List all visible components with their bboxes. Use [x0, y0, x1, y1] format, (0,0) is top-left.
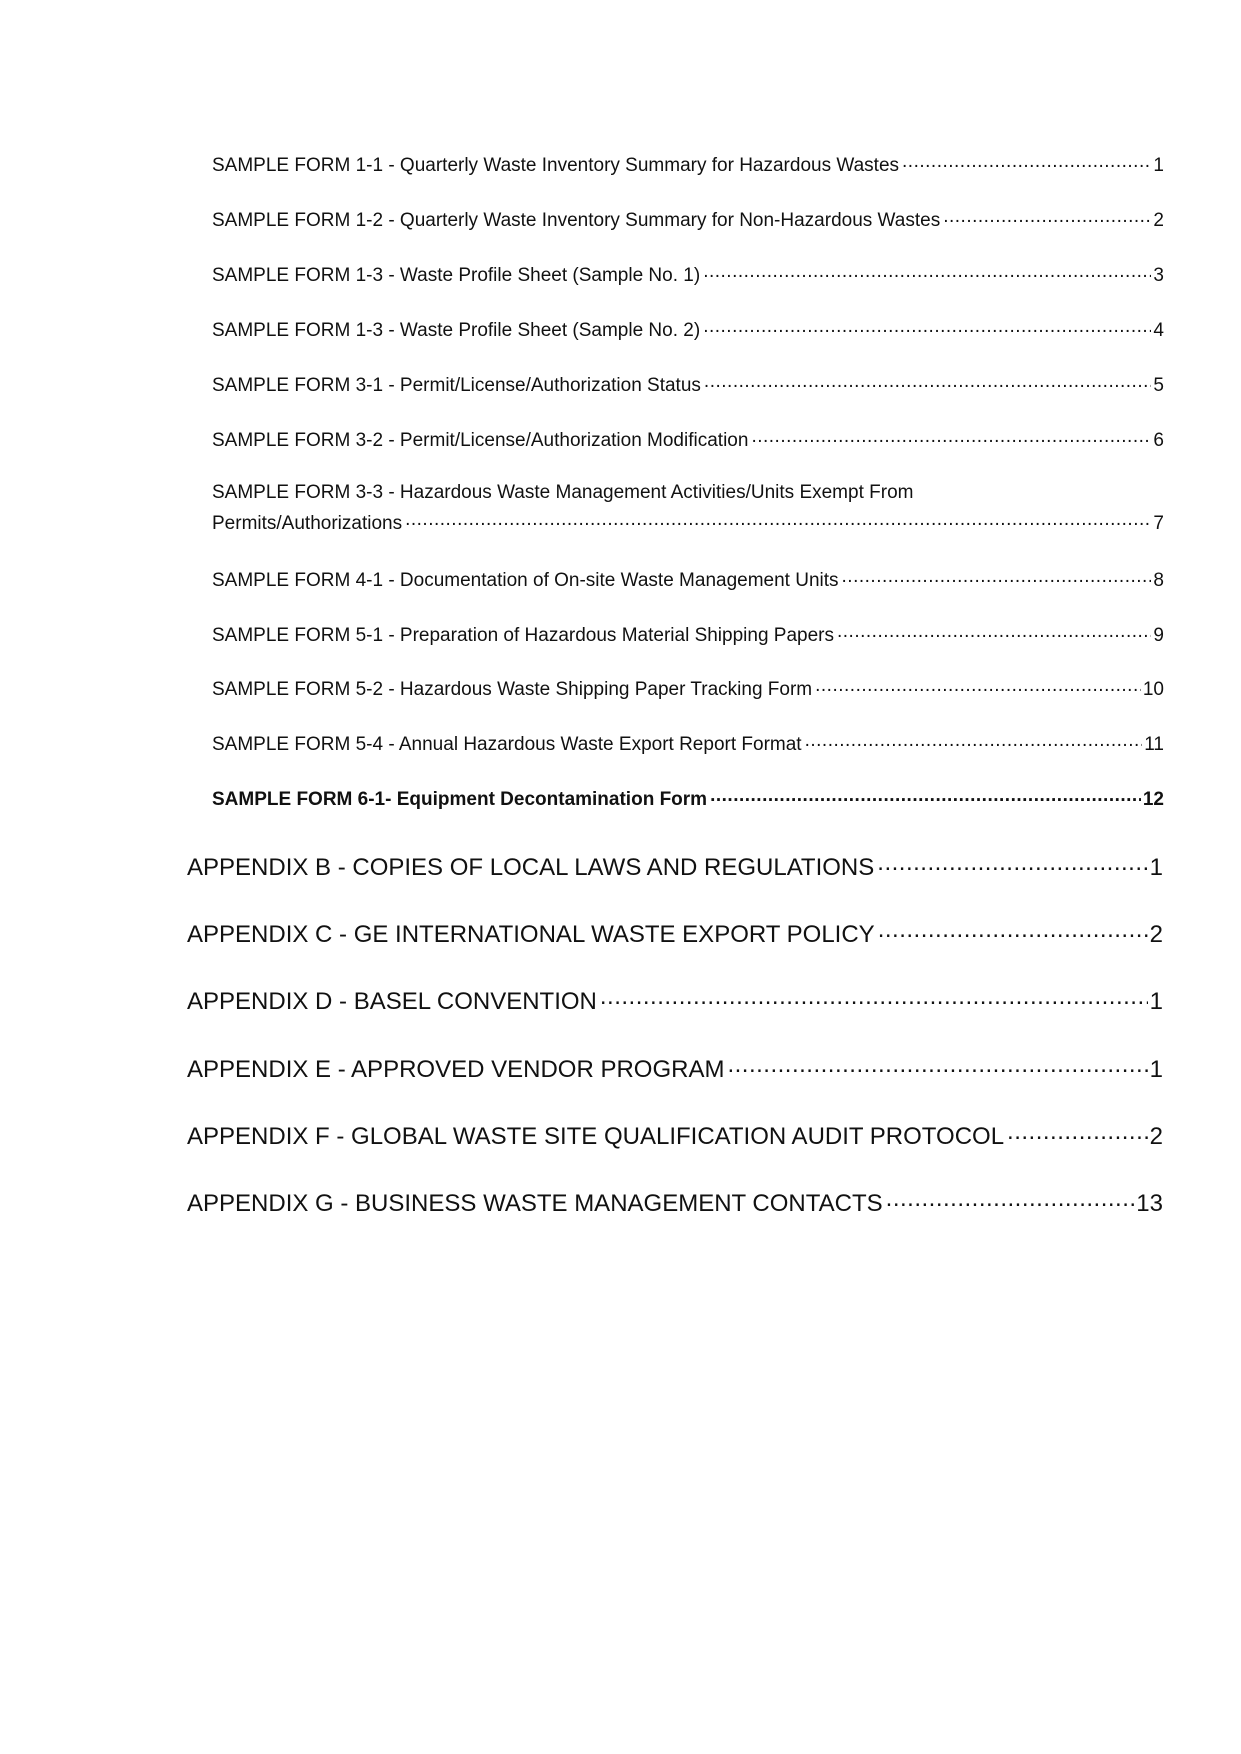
toc-entry-page: 13: [1136, 1190, 1163, 1217]
toc-entry-sample-form-1-3-a[interactable]: [212, 262, 1164, 287]
toc-leader-dots: [877, 851, 1147, 875]
toc-entry-page: 7: [1153, 513, 1164, 534]
toc-leader-dots: [727, 1053, 1147, 1077]
toc-leader-dots: [703, 317, 1151, 336]
toc-leader-dots: [704, 372, 1152, 391]
toc-entry-page: 5: [1153, 375, 1164, 396]
toc-leader-dots: [710, 786, 1141, 805]
toc-leader-dots: [1007, 1120, 1148, 1144]
toc-entry-title: SAMPLE FORM 5-2 - Hazardous Waste Shipping Paper Tracking Form: [212, 679, 813, 700]
toc-entry-title: SAMPLE FORM 1-3 - Waste Profile Sheet (Sample No. 1): [212, 265, 701, 286]
toc-entry-sample-form-3-1[interactable]: [212, 372, 1164, 397]
toc-leader-dots: [600, 985, 1148, 1009]
toc-leader-dots: [902, 152, 1151, 171]
toc-entry-title: SAMPLE FORM 3-2 - Permit/License/Authorization Modification: [212, 430, 749, 451]
toc-leader-dots: [703, 262, 1151, 281]
toc-leader-dots: [886, 1187, 1135, 1211]
toc-entry-title: SAMPLE FORM 4-1 - Documentation of On-site Waste Management Units: [212, 570, 839, 591]
toc-entry-title: APPENDIX B - COPIES OF LOCAL LAWS AND REGULATIONS: [187, 854, 875, 881]
toc-leader-dots: [405, 510, 1151, 529]
toc-entry-appendix-d[interactable]: [187, 985, 1163, 1016]
toc-entry-appendix-b[interactable]: [187, 851, 1163, 882]
toc-entry-title-line1: SAMPLE FORM 3-3 - Hazardous Waste Management Activities/Units Exempt From: [212, 482, 914, 503]
toc-leader-dots: [878, 918, 1148, 942]
toc-entry-appendix-g[interactable]: [187, 1187, 1163, 1218]
toc-entry-title: APPENDIX C - GE INTERNATIONAL WASTE EXPORT POLICY: [187, 921, 875, 948]
toc-entry-title: SAMPLE FORM 1-3 - Waste Profile Sheet (Sample No. 2): [212, 320, 701, 341]
toc-entry-page: 3: [1153, 265, 1164, 286]
toc-entry-page: 12: [1142, 789, 1164, 810]
toc-entry-title: SAMPLE FORM 1-2 - Quarterly Waste Inventory Summary for Non-Hazardous Wastes: [212, 210, 941, 231]
toc-entry-title: SAMPLE FORM 5-4 - Annual Hazardous Waste Export Report Format: [212, 734, 802, 755]
toc-entry-page: 6: [1153, 430, 1164, 451]
toc-leader-dots: [943, 207, 1151, 226]
toc-entry-appendix-e[interactable]: [187, 1053, 1163, 1084]
toc-entry-page: 2: [1149, 1123, 1163, 1150]
toc-entry-sample-form-6-1[interactable]: [212, 786, 1164, 811]
toc-entry-title: SAMPLE FORM 3-1 - Permit/License/Authorization Status: [212, 375, 701, 396]
toc-entry-sample-form-3-3[interactable]: [212, 482, 1164, 535]
toc-leader-dots: [751, 427, 1151, 446]
toc-entry-page: 11: [1144, 734, 1164, 755]
toc-entry-title: APPENDIX E - APPROVED VENDOR PROGRAM: [187, 1056, 725, 1083]
toc-entry-title: SAMPLE FORM 5-1 - Preparation of Hazardous Material Shipping Papers: [212, 625, 834, 646]
toc-leader-dots: [815, 676, 1141, 695]
toc-entry-title: SAMPLE FORM 6-1- Equipment Decontamination Form: [212, 789, 708, 810]
toc-entry-sample-form-5-1[interactable]: [212, 622, 1164, 647]
toc-entry-page: 1: [1149, 1056, 1163, 1083]
toc-entry-sample-form-5-2[interactable]: [212, 676, 1164, 701]
toc-entry-title-line2: Permits/Authorizations: [212, 513, 403, 534]
toc-entry-appendix-c[interactable]: [187, 918, 1163, 949]
toc-entry-page: 1: [1149, 854, 1163, 881]
toc-entry-page: 1: [1149, 988, 1163, 1015]
toc-entry-page: 9: [1153, 625, 1164, 646]
toc-entry-page: 10: [1142, 679, 1164, 700]
toc-entry-title: APPENDIX F - GLOBAL WASTE SITE QUALIFICATION AUDIT PROTOCOL: [187, 1123, 1005, 1150]
toc-leader-dots: [842, 567, 1152, 586]
toc-entry-sample-form-1-3-b[interactable]: [212, 317, 1164, 342]
toc-entry-sample-form-3-2[interactable]: [212, 427, 1164, 452]
toc-entry-sample-form-4-1[interactable]: [212, 567, 1164, 592]
toc-entry-page: 2: [1149, 921, 1163, 948]
toc-entry-page: 2: [1153, 210, 1164, 231]
toc-entry-page: 1: [1153, 155, 1164, 176]
toc-entry-title: APPENDIX G - BUSINESS WASTE MANAGEMENT CONTACTS: [187, 1190, 883, 1217]
toc-entry-sample-form-5-4[interactable]: [212, 731, 1164, 756]
toc-entry-sample-form-1-1[interactable]: [212, 152, 1164, 177]
toc-entry-title: SAMPLE FORM 1-1 - Quarterly Waste Inventory Summary for Hazardous Wastes: [212, 155, 900, 176]
toc-entry-sample-form-1-2[interactable]: [212, 207, 1164, 232]
toc-entry-page: 8: [1153, 570, 1164, 591]
toc-entry-appendix-f[interactable]: [187, 1120, 1163, 1151]
toc-entry-page: 4: [1153, 320, 1164, 341]
toc-leader-dots: [837, 622, 1151, 641]
toc-entry-title: APPENDIX D - BASEL CONVENTION: [187, 988, 597, 1015]
toc-leader-dots: [805, 731, 1143, 750]
